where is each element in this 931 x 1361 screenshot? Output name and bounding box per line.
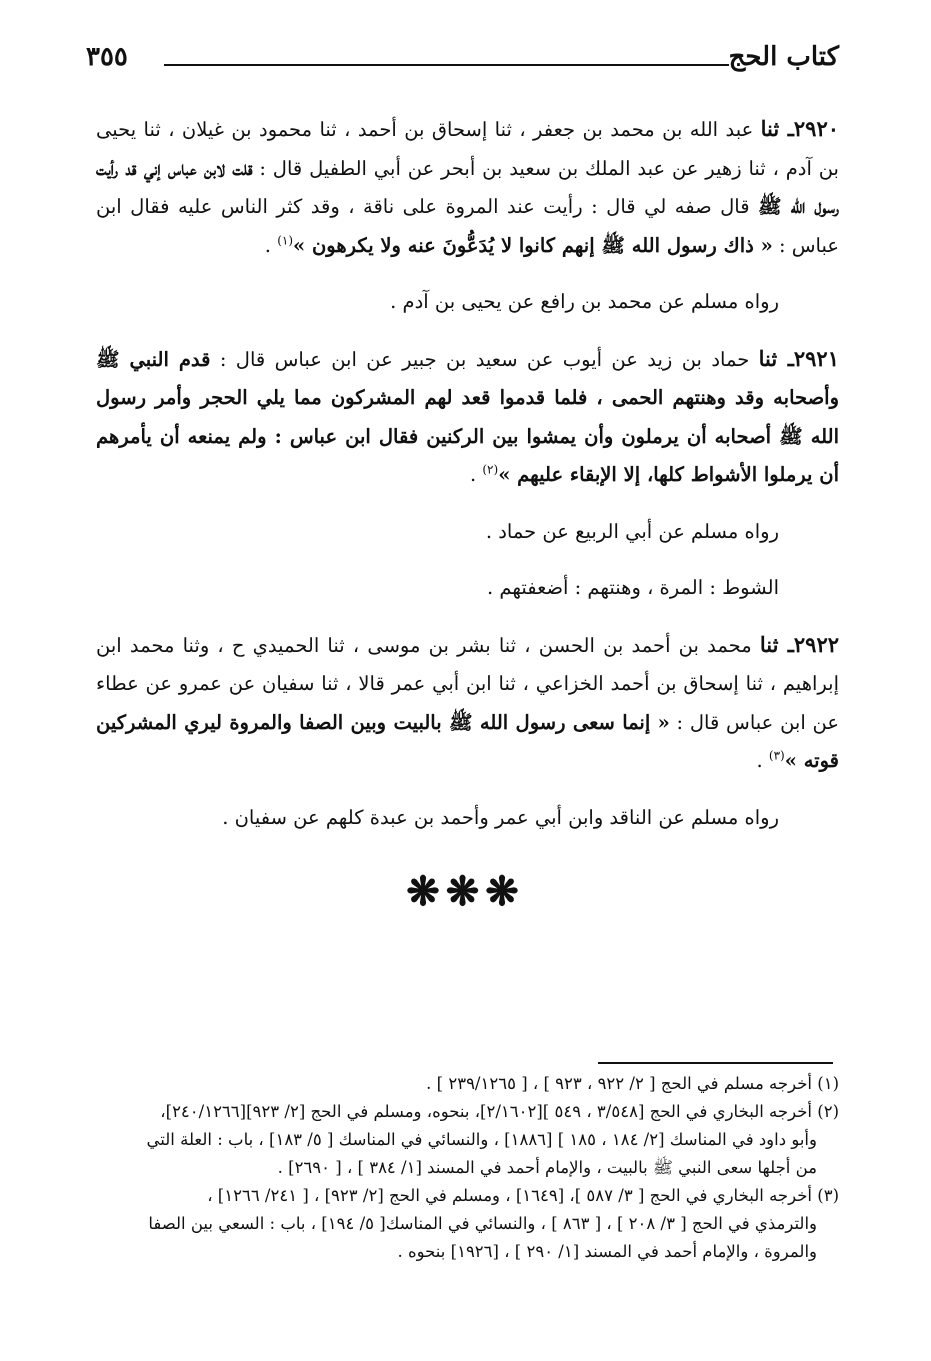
footnote-1: (١) أخرجه مسلم في الحج [ ٢/ ٩٢٢ ، ٩٢٣ ] ، [ ٢٣٩/١٢٦٥ ] . [426, 1074, 839, 1093]
section-divider: ❋❋❋ [406, 868, 525, 915]
main-text [96, 110, 839, 837]
isnad-text: محمد بن أحمد بن الحسن ، ثنا بشر بن موسى ، ثنا الحميدي ح ، وثنا محمد ابن إبراهيم ، ثنا إسحاق بن أحمد الخزاعي ، ثنا ابن أبي عمر قالا ، ثنا سفيان عن عمرو عن عطاء عن ابن عباس قال : [96, 633, 839, 734]
isnad-text: عبد الله بن محمد بن جعفر ، ثنا إسحاق بن أحمد ، ثنا محمود بن غيلان ، ثنا يحيى بن آدم ، ثنا زهير عن عبد الملك بن سعيد بن أبحر عن أبي الطفيل قال : [96, 118, 839, 180]
page-number: ٣٥٥ [86, 42, 128, 72]
page-header [86, 42, 839, 82]
footnotes [96, 1070, 839, 1266]
matn-text: « إنما سعى رسول الله ﷺ بالبيت وبين الصفا والمروة ليري المشركين قوته » [96, 710, 839, 772]
footnote-ref-3: (٣) [768, 748, 785, 763]
footnote-ref-2: (٢) [482, 462, 499, 477]
footnote-3-line-3: والمروة ، والإمام أحمد في المسند [١/ ٢٩٠ ] ، [١٩٢٦] بنحوه . [397, 1242, 817, 1261]
source-note-2922: رواه مسلم عن الناقد وابن أبي عمر وأحمد بن عبدة كلهم عن سفيان . [222, 805, 779, 829]
hadith-2920 [96, 110, 839, 265]
sentence-end: . [469, 463, 483, 486]
footnote-2: (٢) أخرجه البخاري في الحج [٣/٥٤٨ ، ٥٤٩ ][٢/١٦٠٢]، بنحوه، ومسلم في الحج [٢/ ٩٢٣][٢٤٠/١٢٦٦]، [160, 1102, 839, 1121]
matn-text: قلت لابن عباس إني قد رأيت رسول الله ﷺ [96, 156, 839, 218]
header-rule [164, 64, 729, 66]
hadith-number: ٢٩٢٢ـ ثنا [759, 631, 840, 657]
hadith-2921 [96, 340, 839, 495]
source-note-2921: رواه مسلم عن أبي الربيع عن حماد . [485, 519, 779, 543]
book-title: كتاب الحج [728, 42, 839, 72]
footnote-2-line-3: من أجلها سعى النبي ﷺ بالبيت ، والإمام أحمد في المسند [١/ ٣٨٤ ] ، [ ٢٦٩٠] . [277, 1158, 817, 1177]
source-note-2920: رواه مسلم عن محمد بن رافع عن يحيى بن آدم . [390, 290, 779, 313]
sentence-end: . [264, 233, 278, 257]
matn-text: قدم النبي ﷺ وأصحابه وقد وهنتهم الحمى ، فلما قدموا قعد لهم المشركون مما يلي الحجر وأمر رسول الله ﷺ أصحابه أن يرملون وأن يمشوا بين الركنين فقال ابن عباس : ولم يمنعه أن يأمرهم أن يرملوا الأشواط كلها، إلا الإبقاء عليهم » [96, 347, 839, 486]
hadith-2922 [96, 626, 839, 781]
hadith-number: ٢٩٢١ـ ثنا [758, 345, 839, 371]
footnote-ref-1: (١) [277, 233, 294, 247]
footnote-3-line-2: والترمذي في الحج [ ٣/ ٢٠٨ ] ، [ ٨٦٣ ] ، والنسائي في المناسك[ ٥/ ١٩٤] ، باب : السعي بين الصفا [148, 1214, 817, 1233]
narration-text: قال صفه لي قال : رأيت عند المروة على ناقة ، وقد كثر الناس عليه فقال ابن عباس : [96, 195, 839, 257]
isnad-text: حماد بن زيد عن أيوب عن سعيد بن جبير عن ابن عباس قال : [210, 347, 759, 371]
footnote-rule [598, 1062, 833, 1064]
quote-text: « ذاك رسول الله ﷺ إنهم كانوا لا يُدَعُّونَ عنه ولا يكرهون » [293, 233, 773, 257]
gloss-note: الشوط : المرة ، وهنتهم : أضعفتهم . [486, 576, 779, 599]
hadith-number: ٢٩٢٠ـ ثنا [760, 116, 840, 141]
footnote-3: (٣) أخرجه البخاري في الحج [ ٣/ ٥٨٧ ]، [١٦٤٩] ، ومسلم في الحج [٢/ ٩٢٣] ، [ ٢٤١/ ١٢٦٦] ، [207, 1186, 839, 1205]
footnote-2-line-2: وأبو داود في المناسك [٢/ ١٨٤ ، ١٨٥ ] [١٨٨٦] ، والنسائي في المناسك [ ٥/ ١٨٣] ، باب : العلة التي [146, 1130, 817, 1149]
sentence-end: . [756, 749, 769, 772]
